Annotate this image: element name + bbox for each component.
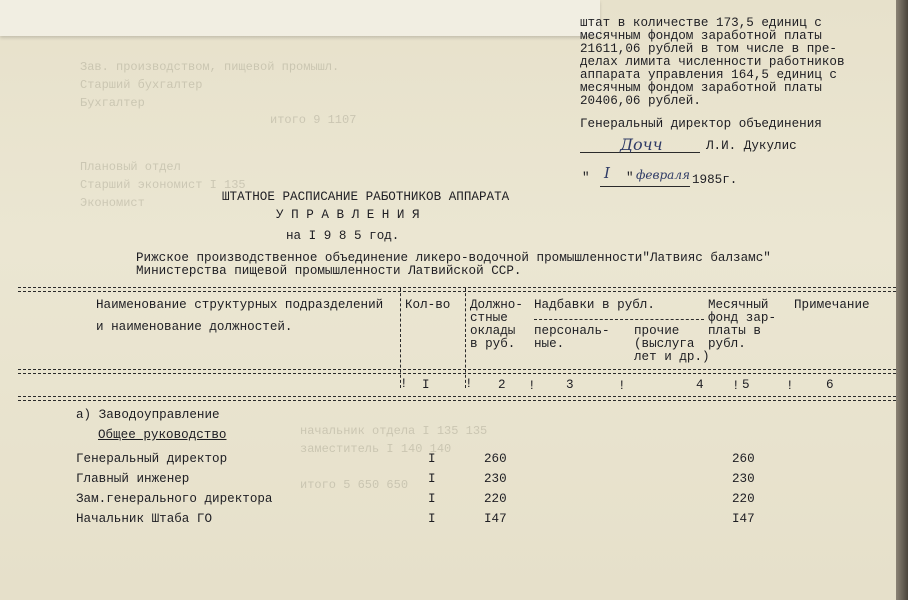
col-header-count: Кол-во [405, 298, 451, 312]
date-quote-close: " [626, 171, 634, 185]
header-top-rule [18, 287, 896, 288]
header-bottom-rule [18, 369, 896, 370]
date-month: февраля [636, 168, 690, 182]
col-header-notes: Примечание [794, 298, 870, 312]
approval-line-6: месячным фондом заработной платы [580, 81, 822, 95]
row-fund: 220 [732, 492, 755, 506]
colnum-6: 6 [826, 378, 834, 392]
document-page: Зав. производством, пищевой промышл. Старший бухгалтер Бухгалтер итого 9 1107 Плановый отдел Старший экономист I 135 Экономист начальник отдела I 135 135 заместитель I 140 140 итого 5 650 650 штат в количестве 173,5 единиц с месячным фондом заработной платы 21611,06 рублей в том числе в пре- делах лимита численности работников аппарата управления 164,5 единиц с месячным фондом заработной платы 20406,06 рублей. Генеральный директор объединения Дочч Л.И. Дукулис " I " февраля 1985г. ШТАТНОЕ РАСПИСАНИЕ РАБОТНИКОВ АППАРАТА У П Р А В Л Е Н И Я на I 9 8 5 год. Рижское производственное объединение ликеро-водочной промышленности"Латвияс балзамс" Министерства пищевой промышленности Латвийской ССР. Наименование структурных подразделений и наименование должностей. Кол-во Должно- стные оклады в руб. Надбавки в рубл. персональ- ные. прочие (выслуга лет и др.) Месячный фонд зар- платы в рубл. Примечание I 2 3 4 5 6 ! ! ! ! ! ! а) Заводоуправление Общее руководство Генеральный директор I 260 260 Главный инженер I 230 230 Зам.генерального директора I 220 220 Начальник Штаба ГО I I47 I47 [0, 0, 896, 600]
doc-title-line-3: на I 9 8 5 год. [286, 229, 400, 243]
date-quote-open: " [582, 171, 590, 185]
col-header-other: прочие [634, 324, 680, 338]
row-fund: 260 [732, 452, 755, 466]
signer-name: Л.И. Дукулис [706, 139, 797, 153]
row-count: I [428, 492, 436, 506]
col-header-fund: Месячный [708, 298, 769, 312]
row-count: I [428, 472, 436, 486]
col-header-personal: персональ- [534, 324, 610, 338]
row-salary: I47 [484, 512, 507, 526]
organization-line-2: Министерства пищевой промышленности Латвийской ССР. [136, 264, 522, 278]
row-salary: 260 [484, 452, 507, 466]
approval-line-7: 20406,06 рублей. [580, 94, 701, 108]
row-position: Начальник Штаба ГО [76, 512, 213, 526]
row-salary: 220 [484, 492, 507, 506]
organization-line-1: Рижское производственное объединение ликеро-водочной промышленности"Латвияс балзамс" [136, 251, 771, 265]
colnum-5: 5 [742, 378, 750, 392]
row-salary: 230 [484, 472, 507, 486]
date-year: 1985г. [692, 173, 738, 187]
colnum-2: 2 [498, 378, 506, 392]
col-header-allowances: Надбавки в рубл. [534, 298, 655, 312]
approval-line-4: делах лимита численности работников [580, 55, 845, 69]
row-position: Зам.генерального директора [76, 492, 273, 506]
approval-line-3: 21611,06 рублей в том числе в пре- [580, 42, 837, 56]
row-fund: I47 [732, 512, 755, 526]
colnum-1: I [422, 378, 430, 392]
section-heading: а) Заводоуправление [76, 408, 220, 422]
doc-title-line-2: У П Р А В Л Е Н И Я [276, 208, 420, 222]
date-day: I [604, 164, 610, 182]
subsection-heading: Общее руководство [98, 428, 227, 442]
doc-title-line-1: ШТАТНОЕ РАСПИСАНИЕ РАБОТНИКОВ АППАРАТА [222, 190, 510, 204]
page-fold [0, 0, 600, 36]
row-fund: 230 [732, 472, 755, 486]
approval-line-1: штат в количестве 173,5 единиц с [580, 16, 822, 30]
signature: Дочч [620, 135, 663, 154]
approval-line-5: аппарата управления 164,5 единиц с [580, 68, 837, 82]
row-count: I [428, 512, 436, 526]
colnum-3: 3 [566, 378, 574, 392]
row-count: I [428, 452, 436, 466]
signer-title: Генеральный директор объединения [580, 117, 822, 131]
row-position: Генеральный директор [76, 452, 228, 466]
row-position: Главный инженер [76, 472, 190, 486]
approval-line-2: месячным фондом заработной платы [580, 29, 822, 43]
col-header-name: Наименование структурных подразделений [96, 298, 384, 312]
page-edge [896, 0, 908, 600]
col-header-salary: Должно- [470, 298, 523, 312]
colnum-4: 4 [696, 378, 704, 392]
